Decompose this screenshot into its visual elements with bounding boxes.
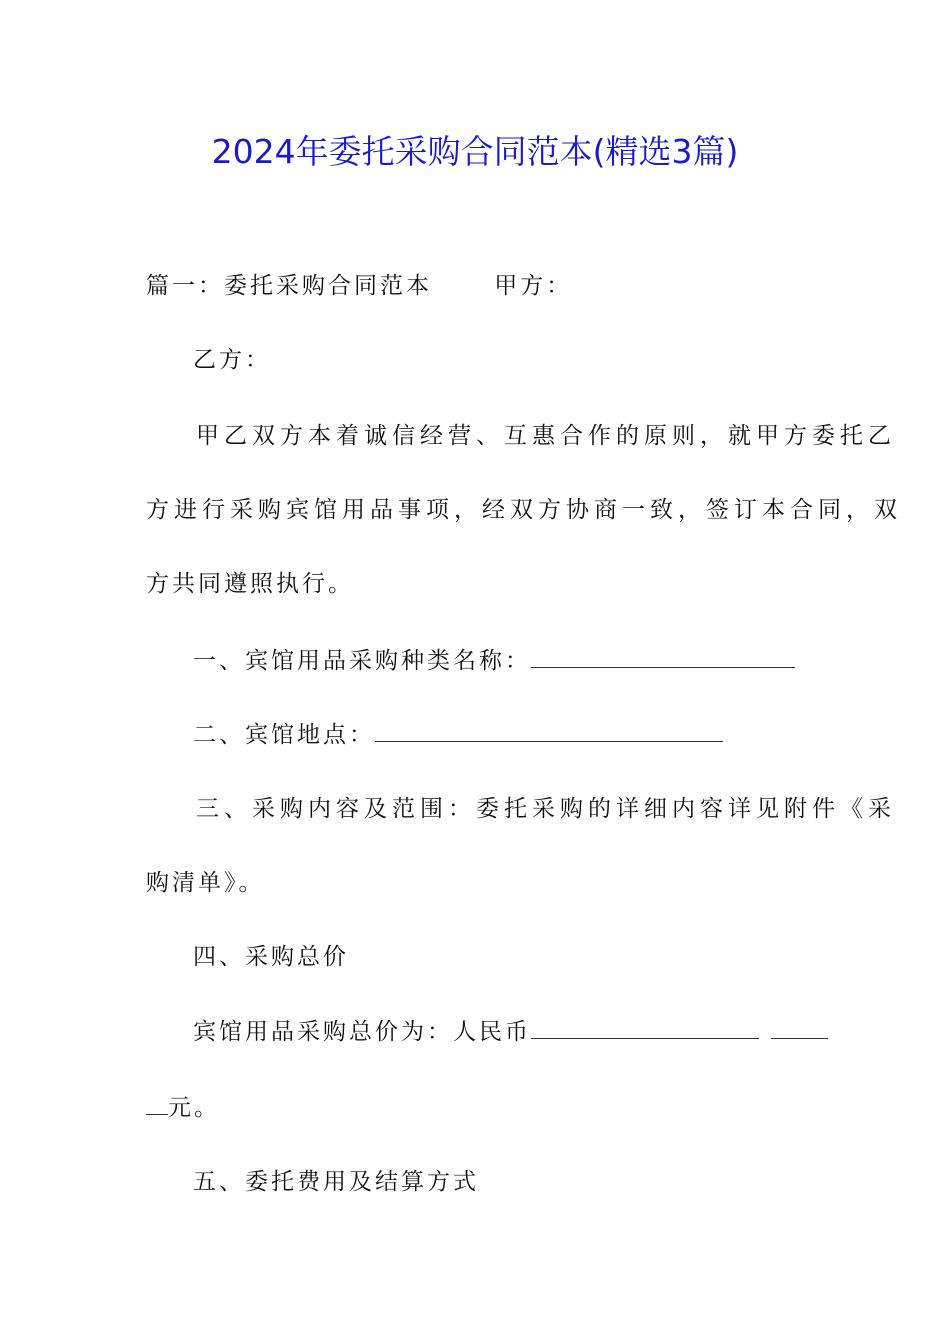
fill-in-blank[interactable]: [375, 719, 723, 742]
paragraph-line: 甲乙双方本着诚信经营、互惠合作的原则，就甲方委托乙: [196, 423, 896, 449]
item-label: 二、宾馆地点：: [193, 722, 375, 748]
currency-unit: 元。: [168, 1095, 220, 1121]
item-label: 一、宾馆用品采购种类名称：: [193, 648, 531, 674]
fill-in-blank[interactable]: [531, 1016, 759, 1039]
price-label: 宾馆用品采购总价为：人民币: [193, 1019, 531, 1045]
party-b-label: 乙方：: [193, 347, 271, 373]
paragraph-line: 购清单》。: [146, 870, 265, 896]
section-heading-line: [146, 270, 572, 302]
document-title: 2024年委托采购合同范本(精选3篇): [211, 132, 739, 171]
party-b-line: [193, 344, 271, 376]
fill-in-blank[interactable]: [146, 1092, 168, 1115]
section-heading-text: 篇一：委托采购合同范本 甲方：: [146, 273, 573, 299]
fill-in-blank[interactable]: [531, 645, 795, 668]
fill-in-blank[interactable]: [771, 1016, 828, 1039]
item-line: 四、采购总价: [193, 944, 349, 970]
item-line: [193, 645, 795, 677]
price-line: [193, 1016, 828, 1048]
item-line: [193, 719, 723, 751]
paragraph-line: 方共同遵照执行。: [146, 571, 354, 597]
paragraph-line: 三、采购内容及范围：委托采购的详细内容详见附件《采: [196, 796, 896, 822]
price-continuation-line: [146, 1092, 220, 1124]
item-line: 五、委托费用及结算方式: [193, 1169, 479, 1195]
paragraph-line: 方进行采购宾馆用品事项，经双方协商一致，签订本合同，双: [146, 497, 902, 523]
